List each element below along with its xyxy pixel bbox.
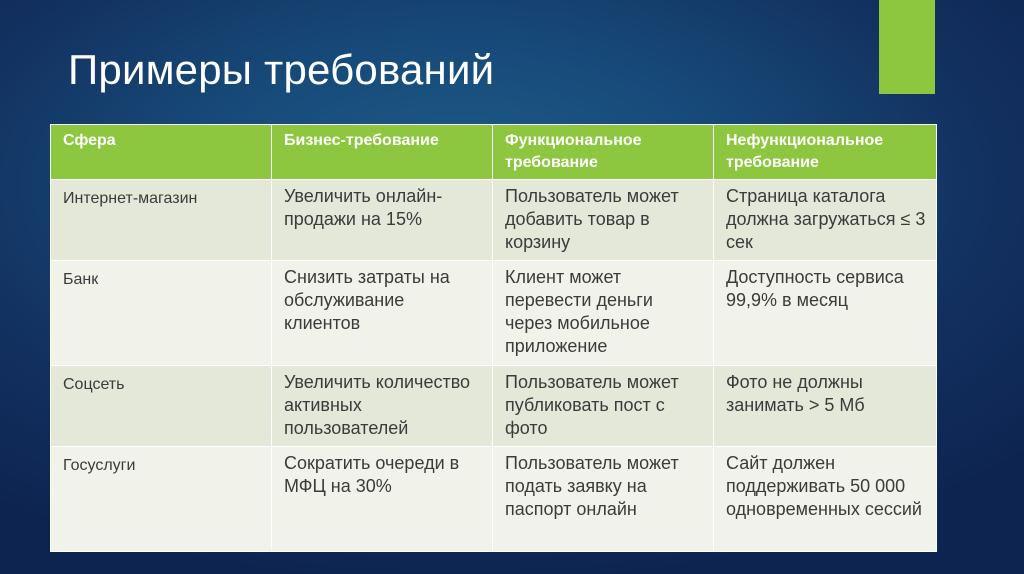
table-row: [51, 366, 937, 447]
cell-business-requirement: Увеличить количество активных пользователей: [272, 366, 493, 447]
cell-nonfunctional-requirement: Страница каталога должна загружаться ≤ 3 сек: [714, 180, 937, 261]
cell-functional-requirement: Клиент может перевести деньги через мобильное приложение: [493, 261, 714, 366]
cell-sphere: Госуслуги: [51, 447, 272, 552]
cell-business-requirement: Снизить затраты на обслуживание клиентов: [272, 261, 493, 366]
table-header-row: [51, 125, 937, 180]
cell-nonfunctional-requirement: Сайт должен поддерживать 50 000 одновременных сессий: [714, 447, 937, 552]
cell-functional-requirement: Пользователь может публиковать пост с фото: [493, 366, 714, 447]
cell-nonfunctional-requirement: Доступность сервиса 99,9% в месяц: [714, 261, 937, 366]
table-row: [51, 261, 937, 366]
header-functional-requirement: Функциональное требование: [493, 125, 714, 180]
cell-nonfunctional-requirement: Фото не должны занимать > 5 Мб: [714, 366, 937, 447]
accent-bar: [879, 0, 935, 94]
header-sphere: Сфера: [51, 125, 272, 180]
cell-functional-requirement: Пользователь может подать заявку на паспорт онлайн: [493, 447, 714, 552]
table-row: [51, 180, 937, 261]
header-nonfunctional-requirement: Нефункциональное требование: [714, 125, 937, 180]
cell-sphere: Интернет-магазин: [51, 180, 272, 261]
cell-sphere: Соцсеть: [51, 366, 272, 447]
cell-sphere: Банк: [51, 261, 272, 366]
cell-business-requirement: Сократить очереди в МФЦ на 30%: [272, 447, 493, 552]
requirements-table: [50, 124, 937, 552]
header-business-requirement: Бизнес-требование: [272, 125, 493, 180]
table-row: [51, 447, 937, 552]
cell-business-requirement: Увеличить онлайн-продажи на 15%: [272, 180, 493, 261]
slide-title: Примеры требований: [68, 46, 495, 93]
cell-functional-requirement: Пользователь может добавить товар в корзину: [493, 180, 714, 261]
